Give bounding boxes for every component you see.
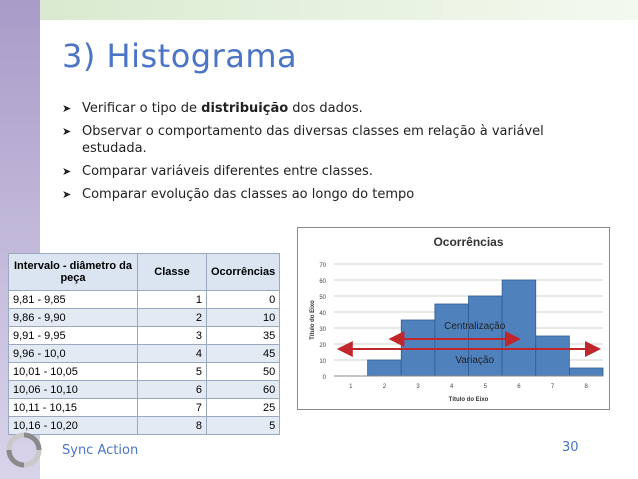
- sync-arrows-icon: [6, 432, 42, 468]
- footer-brand: Sync Action: [62, 443, 139, 458]
- cell-interval: 10,11 - 10,15: [9, 399, 138, 417]
- cell-occurrences: 0: [207, 291, 280, 309]
- bullet-bold: distribuição: [201, 101, 289, 116]
- histogram-bar: [368, 360, 402, 376]
- x-tick-label: 6: [517, 384, 521, 390]
- bullet-item: [62, 163, 602, 180]
- y-tick-label: 40: [319, 311, 326, 317]
- arrow-bullet-icon: ➤: [62, 165, 72, 178]
- x-tick-label: 3: [416, 384, 420, 390]
- table-row: [9, 363, 280, 381]
- bullet-list: [62, 100, 602, 209]
- cell-class: 3: [138, 327, 207, 345]
- x-tick-label: 8: [584, 384, 588, 390]
- table-row: [9, 309, 280, 327]
- cell-interval: 10,06 - 10,10: [9, 381, 138, 399]
- table-header-row: [9, 254, 280, 291]
- arrow-bullet-icon: ➤: [62, 102, 72, 115]
- histogram-chart: [297, 227, 610, 410]
- cell-occurrences: 45: [207, 345, 280, 363]
- table-row: [9, 417, 280, 435]
- variation-label: Variação: [455, 355, 495, 366]
- cell-class: 7: [138, 399, 207, 417]
- top-decor-band: [40, 0, 638, 20]
- y-tick-label: 0: [322, 375, 326, 381]
- table-row: [9, 291, 280, 309]
- table-row: [9, 327, 280, 345]
- y-tick-label: 70: [319, 263, 326, 269]
- chart-title: Ocorrências: [433, 235, 504, 249]
- bullet-text: Observar o comportamento das diversas classes em relação à variável estudada.: [82, 124, 544, 156]
- bullet-item: [62, 100, 602, 117]
- header-class: Classe: [138, 254, 207, 291]
- cell-interval: 9,96 - 10,0: [9, 345, 138, 363]
- histogram-bar: [536, 336, 570, 376]
- cell-interval: 9,81 - 9,85: [9, 291, 138, 309]
- table-row: [9, 345, 280, 363]
- cell-interval: 10,01 - 10,05: [9, 363, 138, 381]
- centralization-label: Centralização: [444, 321, 506, 332]
- sync-logo: [6, 432, 42, 472]
- bullet-text: Verificar o tipo de: [82, 101, 202, 116]
- cell-occurrences: 35: [207, 327, 280, 345]
- cell-interval: 10,16 - 10,20: [9, 417, 138, 435]
- x-tick-label: 1: [349, 384, 353, 390]
- page-number: 30: [562, 440, 579, 455]
- cell-occurrences: 25: [207, 399, 280, 417]
- arrow-bullet-icon: ➤: [62, 188, 72, 201]
- bullet-item: [62, 123, 602, 157]
- x-tick-label: 5: [483, 384, 487, 390]
- cell-interval: 9,86 - 9,90: [9, 309, 138, 327]
- cell-class: 1: [138, 291, 207, 309]
- cell-occurrences: 60: [207, 381, 280, 399]
- histogram-svg: [298, 228, 609, 409]
- table-row: [9, 399, 280, 417]
- header-occurrences: Ocorrências: [207, 254, 280, 291]
- cell-class: 4: [138, 345, 207, 363]
- y-axis-title: Título do Eixo: [310, 300, 316, 340]
- table-row: [9, 381, 280, 399]
- bullet-text: Comparar variáveis diferentes entre classes.: [82, 164, 373, 179]
- y-tick-label: 30: [319, 327, 326, 333]
- arrow-bullet-icon: ➤: [62, 125, 72, 138]
- cell-class: 5: [138, 363, 207, 381]
- cell-occurrences: 5: [207, 417, 280, 435]
- bullet-text: dos dados.: [288, 101, 363, 116]
- histogram-bar: [502, 280, 536, 376]
- frequency-table: [8, 253, 280, 435]
- cell-interval: 9,91 - 9,95: [9, 327, 138, 345]
- cell-occurrences: 10: [207, 309, 280, 327]
- bullet-text: Comparar evolução das classes ao longo do tempo: [82, 187, 415, 202]
- cell-occurrences: 50: [207, 363, 280, 381]
- y-tick-label: 10: [319, 359, 326, 365]
- bullet-item: [62, 186, 602, 203]
- y-tick-label: 20: [319, 343, 326, 349]
- slide-title: 3) Histograma: [62, 37, 298, 75]
- x-tick-label: 2: [382, 384, 387, 390]
- y-tick-label: 50: [319, 295, 326, 301]
- header-interval: Intervalo - diâmetro da peça: [9, 254, 138, 291]
- histogram-bar: [569, 368, 603, 376]
- x-axis-title: Título do Eixo: [448, 397, 489, 403]
- y-tick-label: 60: [319, 279, 326, 285]
- cell-class: 2: [138, 309, 207, 327]
- cell-class: 6: [138, 381, 207, 399]
- x-tick-label: 7: [550, 384, 555, 390]
- cell-class: 8: [138, 417, 207, 435]
- x-tick-label: 4: [450, 384, 454, 390]
